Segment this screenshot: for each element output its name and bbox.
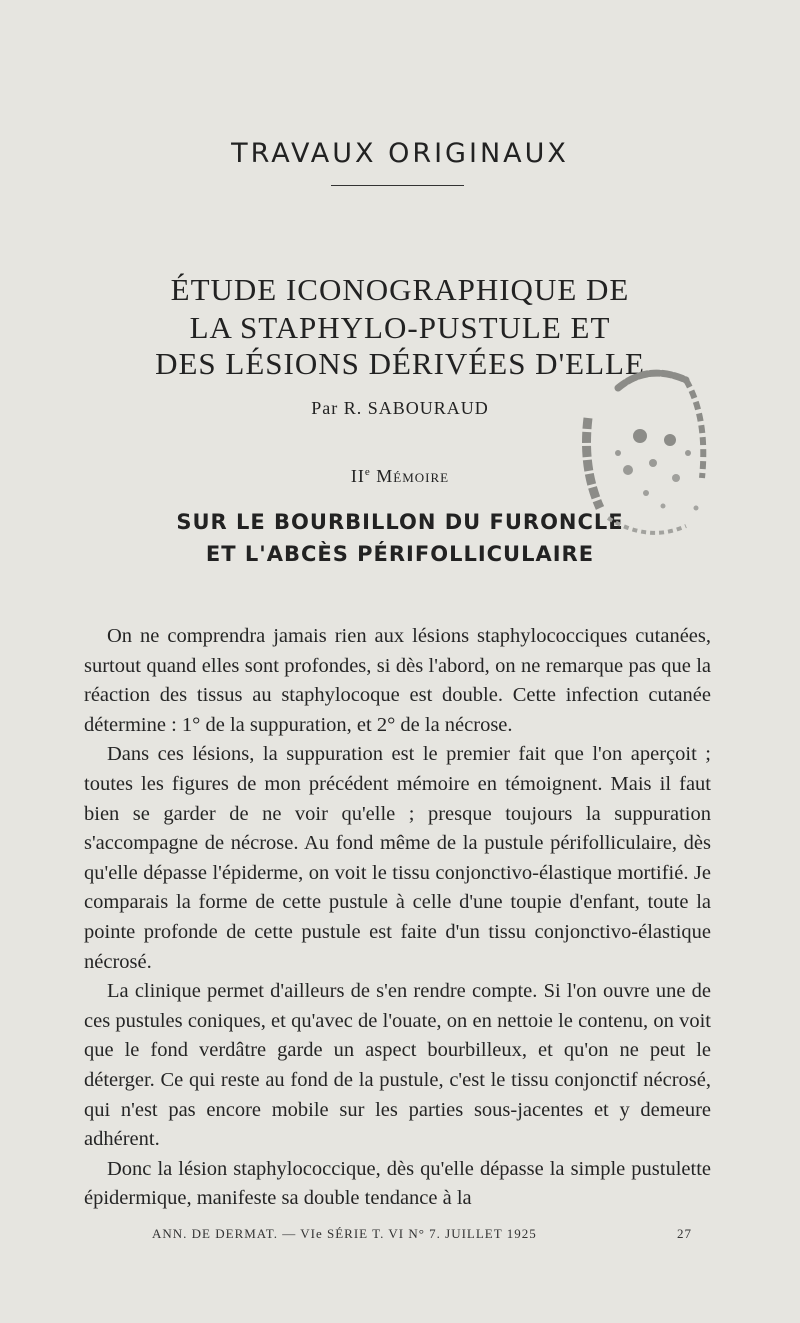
memoire-superscript: e <box>364 466 371 478</box>
article-subtitle-line-2: ET L'ABCÈS PÉRIFOLLICULAIRE <box>205 542 595 566</box>
article-subtitle-line-1: SUR LE BOURBILLON DU FURONCLE <box>176 510 624 534</box>
article-title-line-1: ÉTUDE ICONOGRAPHIQUE DE <box>170 272 630 307</box>
section-heading: TRAVAUX ORIGINAUX <box>231 138 569 169</box>
author-line: Par R. SABOURAUD <box>311 398 489 418</box>
body-paragraph: Donc la lésion staphylococcique, dès qu'elle dépasse la simple pustulette épidermique, manifeste sa double tendance à la <box>84 1157 711 1210</box>
memoire-word: Mémoire <box>376 466 450 486</box>
body-paragraph: On ne comprendra jamais rien aux lésions staphylococciques cutanées, surtout quand elles sont profondes, si dès l'abord, on ne remarque pas que la réaction des tissus au staphylocoque est double. Cette infection cutanée détermine : 1° de la suppuration, et 2° de la nécrose. <box>84 625 711 736</box>
article-title-line-3: DES LÉSIONS DÉRIVÉES D'ELLE <box>155 346 645 381</box>
library-stamp-icon <box>578 358 718 548</box>
body-paragraph: La clinique permet d'ailleurs de s'en rendre compte. Si l'on ouvre une de ces pustules coniques, et qu'avec de l'ouate, on en nettoie le contenu, on voit que le fond verdâtre garde un aspect bourbilleux, et qu'on ne peut le déterger. Ce qui reste au fond de la pustule, c'est le tissu conjonctif nécrosé, qui n'est pas encore mobile sur les parties sous-jacentes et y demeure adhérent. <box>84 980 711 1151</box>
journal-reference: ANN. DE DERMAT. — VIe SÉRIE T. VI N° 7. JUILLET 1925 <box>152 1226 537 1241</box>
page-number: 27 <box>677 1226 692 1241</box>
body-paragraph: Dans ces lésions, la suppuration est le premier fait que l'on aperçoit ; toutes les figures de mon précédent mémoire en témoignent. Mais il faut bien se garder de ne voir qu'elle ; presque toujours la suppuration s'accompagne de nécrose. Au fond même de la pustule périfolliculaire, dès qu'elle dépasse l'épiderme, on voit le tissu conjonctivo-élastique mortifié. Je comparais la forme de cette pustule à celle d'une toupie d'enfant, toute la pointe profonde de cette pustule est faite d'un tissu conjonctivo-élastique nécrosé. <box>84 743 711 973</box>
heading-divider <box>331 185 464 186</box>
article-body <box>84 622 711 1214</box>
article-title-line-2: LA STAPHYLO-PUSTULE ET <box>189 310 611 345</box>
memoire-number: II <box>350 466 365 486</box>
